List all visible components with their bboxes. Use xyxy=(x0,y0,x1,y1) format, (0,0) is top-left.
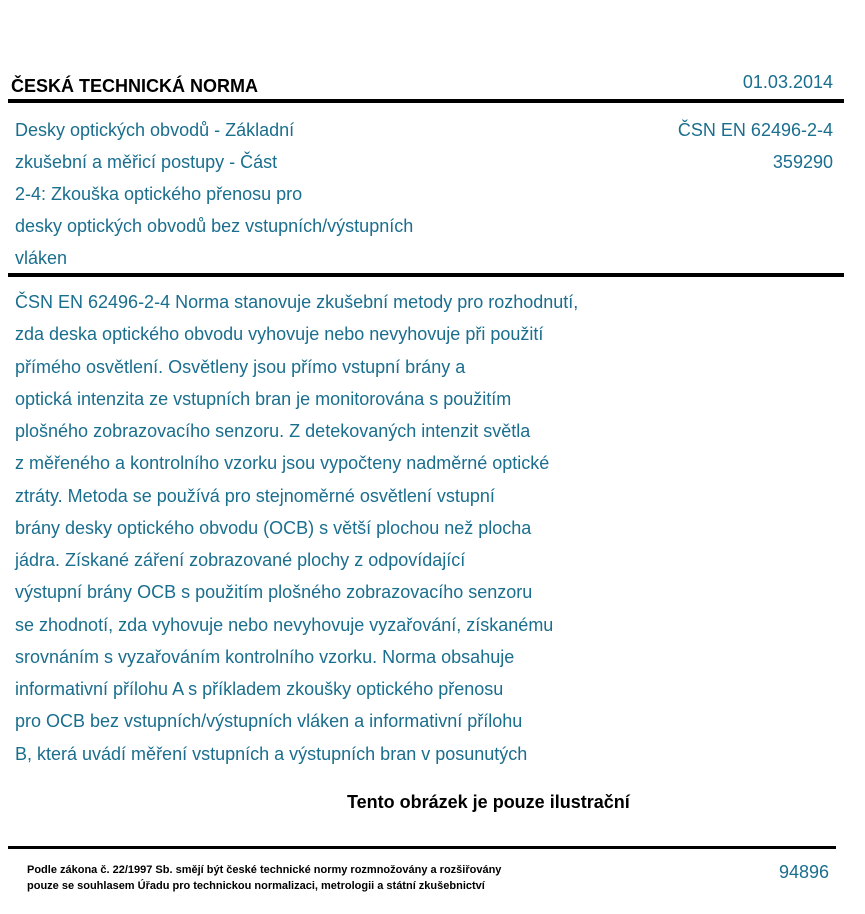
abstract-line: ČSN EN 62496-2-4 Norma stanovuje zkušební metody pro rozhodnutí, xyxy=(15,292,579,312)
catalog-number: 94896 xyxy=(778,862,829,882)
abstract-line: výstupní brány OCB s použitím plošného zobrazovacího senzoru xyxy=(15,582,533,603)
abstract-line: zda deska optického obvodu vyhovuje nebo nevyhovuje při použití xyxy=(15,324,544,345)
standard-title-line: Desky optických obvodů - Základní xyxy=(15,120,295,140)
standard-title-line: 2-4: Zkouška optického přenosu pro xyxy=(15,184,303,204)
abstract-line: jádra. Získané záření zobrazované plochy z odpovídající xyxy=(15,550,466,570)
header-divider xyxy=(8,99,844,103)
abstract-line: B, která uvádí měření vstupních a výstupních bran v posunutých xyxy=(15,743,528,764)
abstract-text xyxy=(15,286,715,770)
abstract-line: informativní přílohu A s příkladem zkoušky optického přenosu xyxy=(15,679,504,699)
abstract-line: z měřeného a kontrolního vzorku jsou vypočteny nadměrné optické xyxy=(15,453,550,474)
publication-date: 01.03.2014 xyxy=(742,72,833,92)
class-number: 359290 xyxy=(772,152,833,172)
footer-divider xyxy=(8,846,836,849)
abstract-line: pro OCB bez vstupních/výstupních vláken a informativní přílohu xyxy=(15,711,523,732)
standard-code: ČSN EN 62496-2-4 xyxy=(677,120,833,140)
legal-notice-line: Podle zákona č. 22/1997 Sb. smějí být české technické normy rozmnožovány a rozšiřovány xyxy=(27,864,502,876)
abstract-line: optická intenzita ze vstupních bran je monitorována s použitím xyxy=(15,388,512,409)
standard-title-line: zkušební a měřicí postupy - Část xyxy=(15,152,278,172)
abstract-line: srovnáním s vyzařováním kontrolního vzorku. Norma obsahuje xyxy=(15,646,515,667)
abstract-line: ztráty. Metoda se používá pro stejnoměrné osvětlení vstupní xyxy=(15,485,495,506)
legal-notice-line: pouze se souhlasem Úřadu pro technickou normalizaci, metrologii a státní zkušebnictví xyxy=(27,880,485,892)
illustration-note: Tento obrázek je pouze ilustrační xyxy=(347,792,630,812)
abstract-line: přímého osvětlení. Osvětleny jsou přímo vstupní brány a xyxy=(15,356,466,377)
legal-notice xyxy=(27,862,627,894)
standard-title xyxy=(15,114,535,274)
abstract-line: plošného zobrazovacího senzoru. Z detekovaných intenzit světla xyxy=(15,421,531,441)
standard-title-line: vláken xyxy=(15,248,68,268)
abstract-line: se zhodnotí, zda vyhovuje nebo nevyhovuje vyzařování, získanému xyxy=(15,614,554,635)
standard-identifiers xyxy=(678,114,833,178)
standard-title-line: desky optických obvodů bez vstupních/výstupních xyxy=(15,216,414,236)
title-divider xyxy=(8,273,844,277)
document-heading: ČESKÁ TECHNICKÁ NORMA xyxy=(11,76,258,96)
abstract-line: brány desky optického obvodu (OCB) s větší plochou než plocha xyxy=(15,517,532,538)
